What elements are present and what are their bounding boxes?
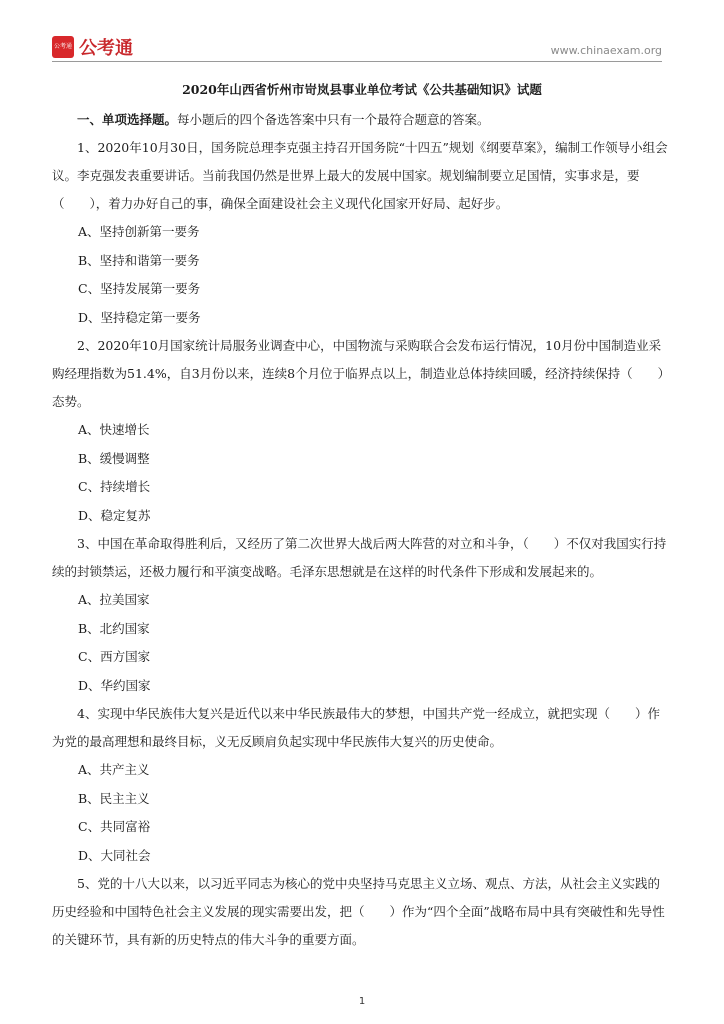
- question-stem: 1、2020年10月30日，国务院总理李克强主持召开国务院“十四五”规划《纲要草案》，编制工作领导小组会议。李克强发表重要讲话。当前我国仍然是世界上最大的发展中国家。规划编制要立足国情，实事求是，要（ ），着力办好自己的事，确保全面建设社会主义现代化国家开好局、起好步。: [52, 140, 668, 211]
- page-header: [52, 34, 662, 60]
- question-stem: 3、中国在革命取得胜利后，又经历了第二次世界大战后两大阵营的对立和斗争，（ ）不仅对我国实行持续的封锁禁运，还极力履行和平演变战略。毛泽东思想就是在这样的时代条件下形成和发展起来的。: [52, 536, 667, 579]
- question-stem: 5、党的十八大以来，以习近平同志为核心的党中央坚持马克思主义立场、观点、方法，从社会主义实践的历史经验和中国特色社会主义发展的现实需要出发，把（ ）作为“四个全面”战略布局中具有突破性和先导性的关键环节，具有新的历史特点的伟大斗争的重要方面。: [52, 876, 665, 947]
- option-c: C、西方国家: [78, 649, 151, 664]
- option-a: A、拉美国家: [78, 592, 150, 607]
- option-c: C、坚持发展第一要务: [78, 281, 201, 296]
- logo[interactable]: [52, 34, 133, 60]
- document-body: [52, 76, 672, 954]
- option-a: A、快速增长: [78, 422, 150, 437]
- logo-text: 公考通: [79, 38, 133, 59]
- document-title: 2020年山西省忻州市岢岚县事业单位考试《公共基础知识》试题: [182, 82, 542, 97]
- option-d: D、大同社会: [78, 847, 151, 863]
- option-b: B、缓慢调整: [78, 450, 150, 466]
- question-stem: 4、实现中华民族伟大复兴是近代以来中华民族最伟大的梦想，中国共产党一经成立，就把实现（ ）作为党的最高理想和最终目标，义无反顾肩负起实现中华民族伟大复兴的历史使命。: [52, 706, 660, 749]
- section-note: 每小题后的四个备选答案中只有一个最符合题意的答案。: [177, 112, 490, 127]
- option-a: A、共产主义: [78, 762, 150, 777]
- option-c: C、共同富裕: [78, 819, 151, 834]
- option-d: D、坚持稳定第一要务: [78, 309, 201, 325]
- option-c: C、持续增长: [78, 479, 151, 494]
- page-number: 1: [358, 996, 366, 1007]
- question-stem: 2、2020年10月国家统计局服务业调查中心，中国物流与采购联合会发布运行情况，10月份中国制造业采购经理指数为51.4%，自3月份以来，连续8个月位于临界点以上，制造业总体持续回暖，经济持续保持（ ）态势。: [52, 338, 671, 409]
- option-d: D、华约国家: [78, 677, 151, 693]
- section-heading: [52, 106, 672, 134]
- logo-badge-icon: 公考通: [52, 36, 74, 58]
- option-b: B、民主主义: [78, 790, 150, 806]
- site-url: www.chinaexam.org: [550, 44, 662, 57]
- question-5: [52, 870, 672, 954]
- option-b: B、北约国家: [78, 620, 150, 636]
- question-1: [52, 134, 672, 332]
- question-4: [52, 700, 672, 870]
- option-a: A、坚持创新第一要务: [78, 224, 200, 239]
- header-divider: [52, 61, 662, 62]
- section-heading-label: 一、单项选择题。: [77, 112, 178, 127]
- question-2: [52, 332, 672, 530]
- option-d: D、稳定复苏: [78, 507, 151, 523]
- question-3: [52, 530, 672, 700]
- option-b: B、坚持和谐第一要务: [78, 252, 200, 268]
